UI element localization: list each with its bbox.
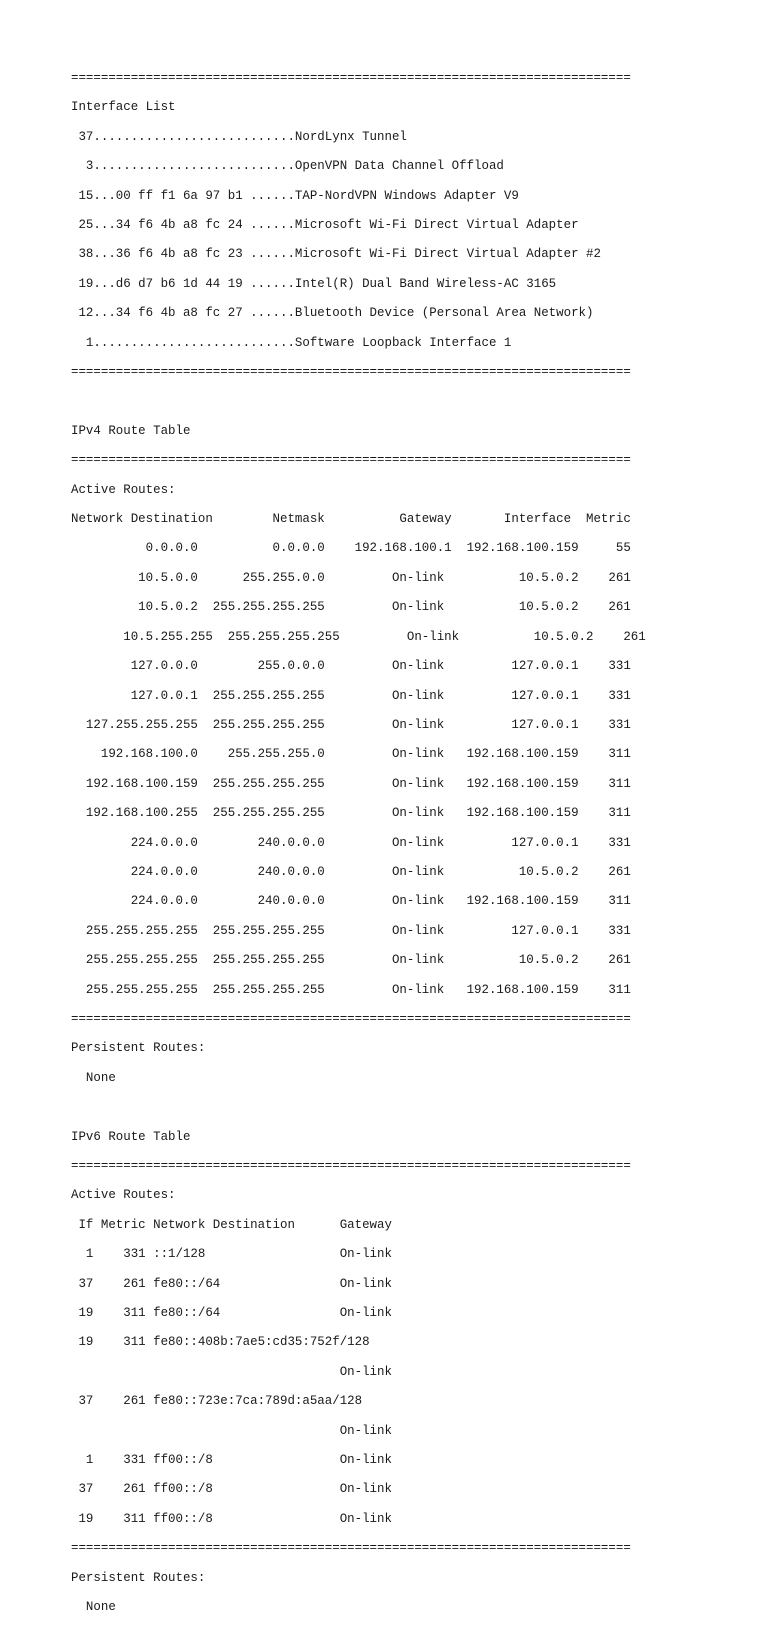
ipv6-route-row: 1 331 ::1/128 On-link	[71, 1247, 392, 1262]
interface-entry: 12...34 f6 4b a8 fc 27 ......Bluetooth Device (Personal Area Network)	[71, 306, 594, 321]
ipv6-route-row: 37 261 ff00::/8 On-link	[71, 1482, 392, 1497]
ipv6-active-routes-label: Active Routes:	[71, 1188, 176, 1203]
route-print-output	[71, 71, 646, 1630]
ipv6-title: IPv6 Route Table	[71, 1129, 191, 1144]
ipv4-route-row: 10.5.0.2 255.255.255.255 On-link 10.5.0.2 261	[71, 600, 631, 615]
ipv4-route-row: 127.0.0.1 255.255.255.255 On-link 127.0.0.1 331	[71, 688, 631, 703]
blank-line	[71, 394, 646, 409]
ipv6-route-row: On-link	[71, 1364, 392, 1379]
interface-list-title: Interface List	[71, 100, 176, 115]
ipv4-route-row: 255.255.255.255 255.255.255.255 On-link 10.5.0.2 261	[71, 953, 631, 968]
ipv4-route-row: 192.168.100.255 255.255.255.255 On-link 192.168.100.159 311	[71, 806, 631, 821]
ipv6-route-row: On-link	[71, 1423, 392, 1438]
ipv4-persistent-routes-label: Persistent Routes:	[71, 1041, 206, 1056]
ipv6-route-row: 37 261 fe80::723e:7ca:789d:a5aa/128	[71, 1394, 363, 1409]
interface-entry: 25...34 f6 4b a8 fc 24 ......Microsoft Wi-Fi Direct Virtual Adapter	[71, 218, 579, 233]
interface-entry: 3...........................OpenVPN Data Channel Offload	[71, 159, 504, 174]
ipv4-persistent-routes-value: None	[71, 1070, 116, 1085]
ipv4-route-row: 10.5.255.255 255.255.255.255 On-link 10.5.0.2 261	[71, 629, 646, 644]
separator-line: ===========================================================================	[71, 1011, 631, 1026]
ipv4-route-row: 0.0.0.0 0.0.0.0 192.168.100.1 192.168.100.159 55	[71, 541, 631, 556]
ipv6-persistent-routes-label: Persistent Routes:	[71, 1570, 206, 1585]
ipv4-active-routes-label: Active Routes:	[71, 482, 176, 497]
ipv6-route-row: 1 331 ff00::/8 On-link	[71, 1453, 392, 1468]
interface-entry: 19...d6 d7 b6 1d 44 19 ......Intel(R) Dual Band Wireless-AC 3165	[71, 276, 557, 291]
ipv6-table-header: If Metric Network Destination Gateway	[71, 1217, 392, 1232]
ipv6-route-row: 37 261 fe80::/64 On-link	[71, 1276, 392, 1291]
interface-entry: 1...........................Software Loopback Interface 1	[71, 335, 512, 350]
ipv4-route-row: 224.0.0.0 240.0.0.0 On-link 10.5.0.2 261	[71, 864, 631, 879]
ipv4-route-row: 224.0.0.0 240.0.0.0 On-link 192.168.100.159 311	[71, 894, 631, 909]
ipv4-route-row: 10.5.0.0 255.255.0.0 On-link 10.5.0.2 261	[71, 570, 631, 585]
ipv6-route-row: 19 311 ff00::/8 On-link	[71, 1511, 392, 1526]
separator-line: ===========================================================================	[71, 365, 631, 380]
interface-entry: 38...36 f6 4b a8 fc 23 ......Microsoft Wi-Fi Direct Virtual Adapter #2	[71, 247, 601, 262]
ipv4-route-row: 255.255.255.255 255.255.255.255 On-link 127.0.0.1 331	[71, 923, 631, 938]
separator-line: ===========================================================================	[71, 453, 631, 468]
separator-line: ===========================================================================	[71, 1541, 631, 1556]
ipv4-title: IPv4 Route Table	[71, 423, 191, 438]
separator-line: ===========================================================================	[71, 71, 631, 85]
ipv4-route-row: 192.168.100.159 255.255.255.255 On-link 192.168.100.159 311	[71, 776, 631, 791]
separator-line: ===========================================================================	[71, 1159, 631, 1173]
ipv4-route-row: 192.168.100.0 255.255.255.0 On-link 192.168.100.159 311	[71, 747, 631, 762]
ipv6-route-row: 19 311 fe80::408b:7ae5:cd35:752f/128	[71, 1335, 370, 1350]
interface-entry: 37...........................NordLynx Tunnel	[71, 129, 407, 144]
ipv4-route-row: 224.0.0.0 240.0.0.0 On-link 127.0.0.1 331	[71, 835, 631, 850]
ipv6-route-row: 19 311 fe80::/64 On-link	[71, 1306, 392, 1321]
ipv4-table-header: Network Destination Netmask Gateway Interface Metric	[71, 512, 631, 527]
ipv6-persistent-routes-value: None	[71, 1600, 116, 1615]
ipv4-route-row: 127.0.0.0 255.0.0.0 On-link 127.0.0.1 331	[71, 659, 631, 674]
ipv4-route-row: 127.255.255.255 255.255.255.255 On-link 127.0.0.1 331	[71, 717, 631, 732]
interface-entry: 15...00 ff f1 6a 97 b1 ......TAP-NordVPN Windows Adapter V9	[71, 188, 519, 203]
blank-line	[71, 1100, 646, 1115]
ipv4-route-row: 255.255.255.255 255.255.255.255 On-link 192.168.100.159 311	[71, 982, 631, 997]
